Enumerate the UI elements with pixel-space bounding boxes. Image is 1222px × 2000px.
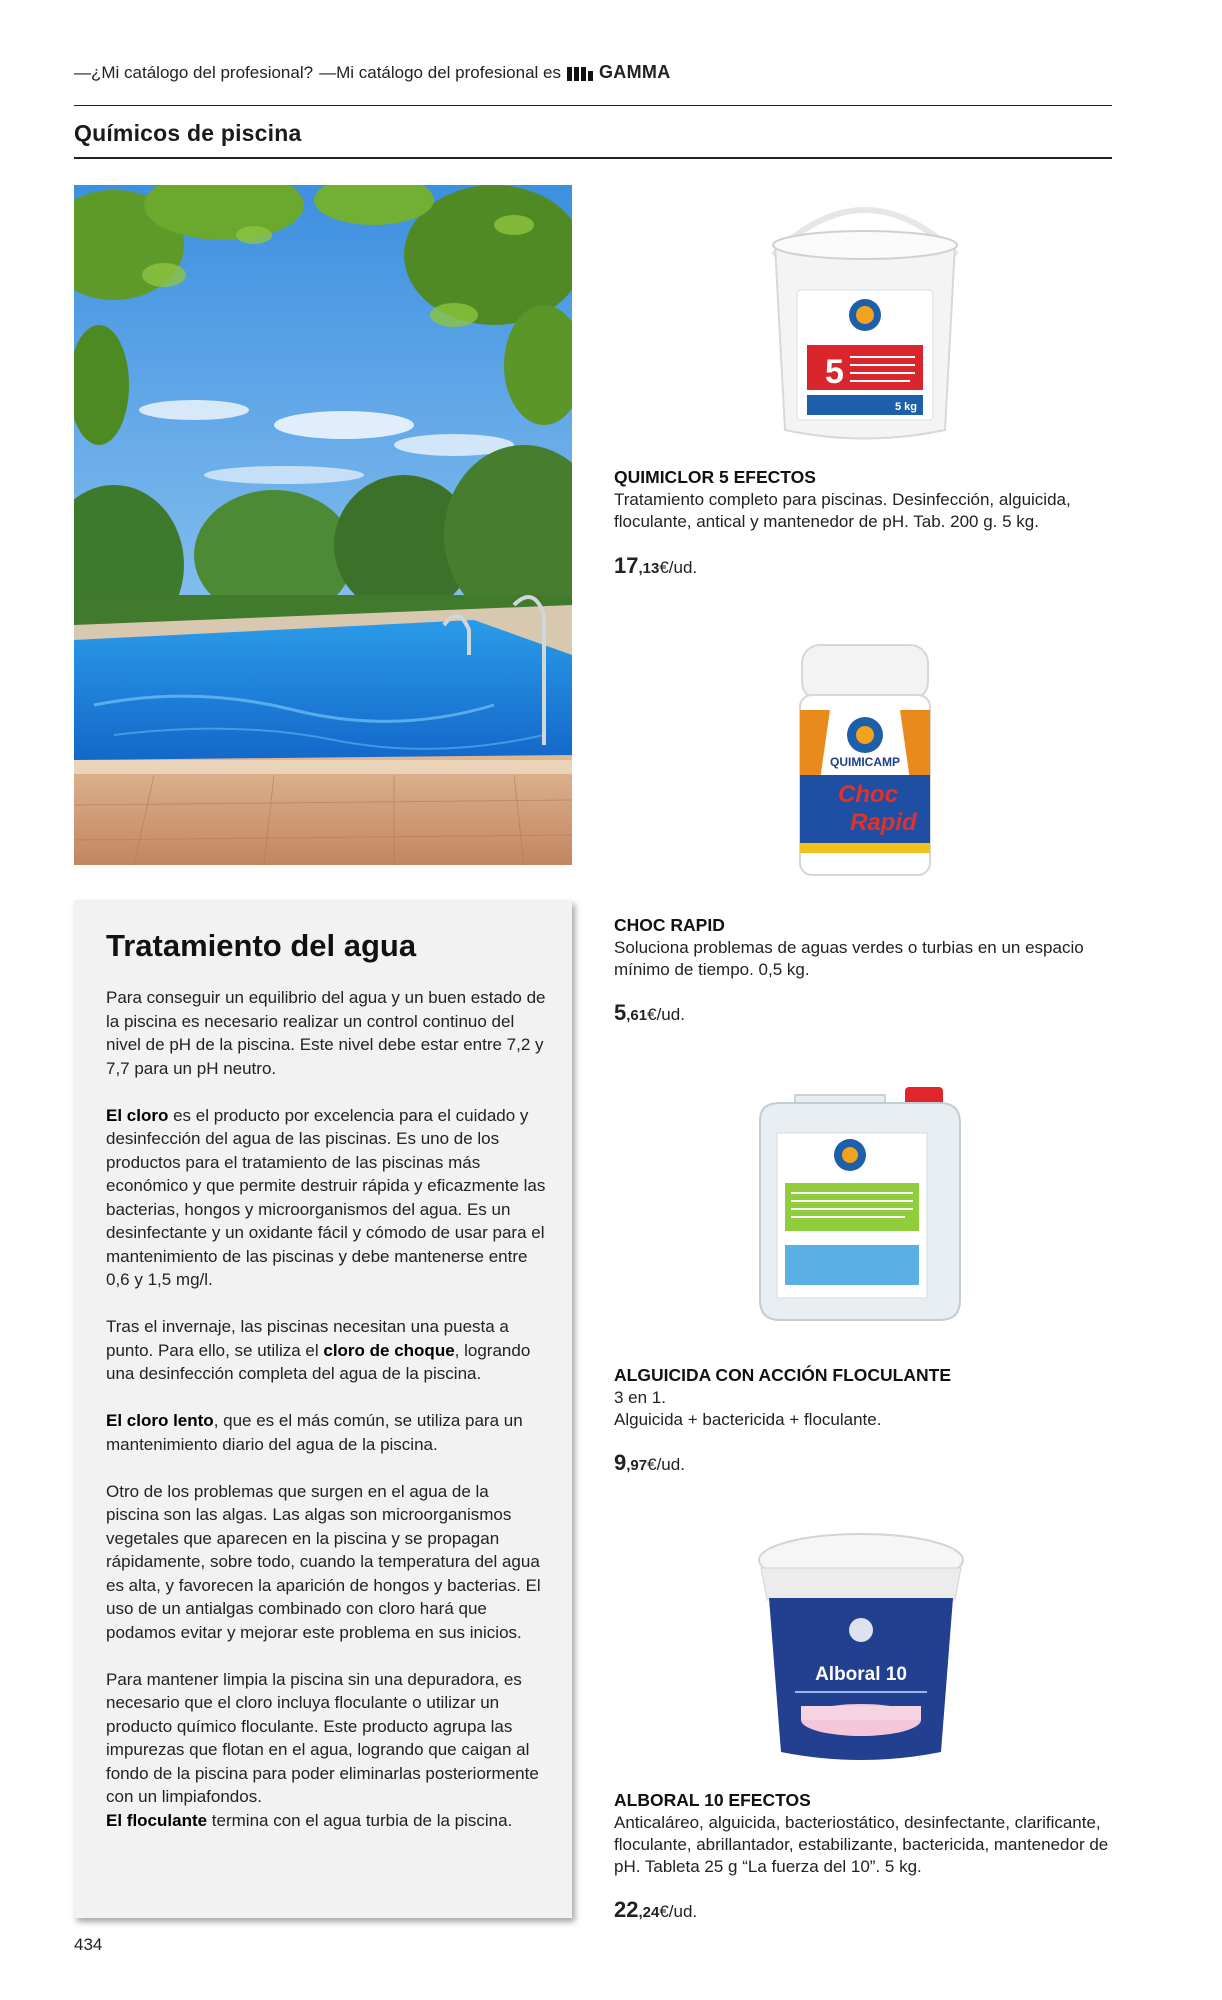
product-price-choc-rapid: 5,61€/ud. <box>614 1000 685 1025</box>
info-paragraph-algae: Otro de los problemas que surgen en el agua de la piscina son las algas. Las algas son microorganismos vegetales que aparecen en la piscina y se propagan rápidamente, sobre todo, cuando la temperatura del agua es alta, y favorecen la aparición de hongos y bacterias. El uso de un antialgas combinado con cloro hará que podamos evitar y mejorar este problema en sus inicios. <box>106 1481 541 1642</box>
info-title: Tratamiento del agua <box>106 928 417 963</box>
info-paragraph-slow: El cloro lento, que es el más común, se utiliza para un mantenimiento diario del agua de la piscina. <box>106 1411 523 1454</box>
choc-name-line2: Rapid <box>850 809 917 836</box>
catalog-header <box>74 62 671 83</box>
product-desc-choc-rapid: Soluciona problemas de aguas verdes o turbias en un espacio mínimo de tiempo. 0,5 kg. <box>614 938 1084 979</box>
product-desc-alguicida: 3 en 1. Alguicida + bactericida + floculante. <box>614 1388 882 1429</box>
product-desc-quimiclor: Tratamiento completo para piscinas. Desinfección, alguicida, floculante, antical y mantenedor de pH. Tab. 200 g. 5 kg. <box>614 490 1071 531</box>
product-price-alboral: 22,24€/ud. <box>614 1897 698 1922</box>
pool-photo <box>74 185 572 865</box>
info-body <box>106 986 546 1832</box>
quimiclor-big-number: 5 <box>825 353 844 391</box>
product-name-choc-rapid: CHOC RAPID <box>614 915 725 935</box>
water-treatment-info <box>74 900 572 1918</box>
page-number: 434 <box>74 1935 103 1954</box>
header-question: —¿Mi catálogo del profesional? <box>74 62 314 82</box>
info-paragraph-ph: Para conseguir un equilibrio del agua y un buen estado de la piscina es necesario realizar un control continuo del nivel de pH de la piscina. Este nivel debe estar entre 7,2 y 7,7 para un pH neutro. <box>106 988 546 1078</box>
header-divider <box>74 105 1112 106</box>
product-desc-alboral: Anticaláreo, alguicida, bacteriostático, desinfectante, clarificante, floculante, abrillantador, estabilizante, bactericida, mantenedor de pH. Tableta 25 g “La fuerza del 10”. 5 kg. <box>614 1813 1109 1876</box>
info-paragraph-shock: Tras el invernaje, las piscinas necesitan una puesta a punto. Para ello, se utiliza el cloro de choque, logrando una desinfección completa del agua de la piscina. <box>106 1317 531 1383</box>
choc-rapid-jar-image <box>790 640 940 885</box>
gamma-logo-icon <box>567 65 593 81</box>
alboral-bucket-image <box>755 1530 967 1765</box>
choc-brand-label: QUIMICAMP <box>830 755 900 769</box>
alboral-bucket-label: Alboral 10 <box>815 1664 907 1685</box>
product-name-alboral: ALBORAL 10 EFECTOS <box>614 1790 811 1810</box>
quimiclor-bucket-image <box>755 185 975 445</box>
section-divider <box>74 157 1112 159</box>
choc-name-line1: Choc <box>838 781 898 808</box>
info-paragraph-flocculant: Para mantener limpia la piscina sin una depuradora, es necesario que el cloro incluya floculante o utilizar un producto químico floculante. Este producto agrupa las impurezas que flotan en el agua, logrando que caigan al fondo de la piscina para poder eliminarlas posteriormente con un limpiafondos. El floculante termina con el agua turbia de la piscina. <box>106 1669 539 1830</box>
product-name-quimiclor: QUIMICLOR 5 EFECTOS <box>614 467 816 487</box>
product-price-quimiclor: 17,13€/ud. <box>614 553 698 578</box>
info-paragraph-chlorine: El cloro es el producto por excelencia para el cuidado y desinfección del agua de las piscinas. Es uno de los productos para el tratamiento de las piscinas más económico y que permite destruir rápida y eficazmente las bacterias, hongos y microorganismos del agua. Es un desinfectante y un oxidante fácil y cómodo de usar para el mantenimiento de las piscinas y debe mantenerse entre 0,6 y 1,5 mg/l. <box>106 1105 546 1289</box>
product-price-alguicida: 9,97€/ud. <box>614 1450 685 1475</box>
alguicida-jug-image <box>755 1085 965 1325</box>
brand <box>567 62 671 83</box>
brand-name: GAMMA <box>599 62 671 82</box>
product-name-alguicida: ALGUICIDA CON ACCIÓN FLOCULANTE <box>614 1365 952 1385</box>
section-title: Químicos de piscina <box>74 120 302 146</box>
header-answer: —Mi catálogo del profesional es <box>319 62 561 82</box>
quimiclor-weight-label: 5 kg <box>895 401 918 413</box>
